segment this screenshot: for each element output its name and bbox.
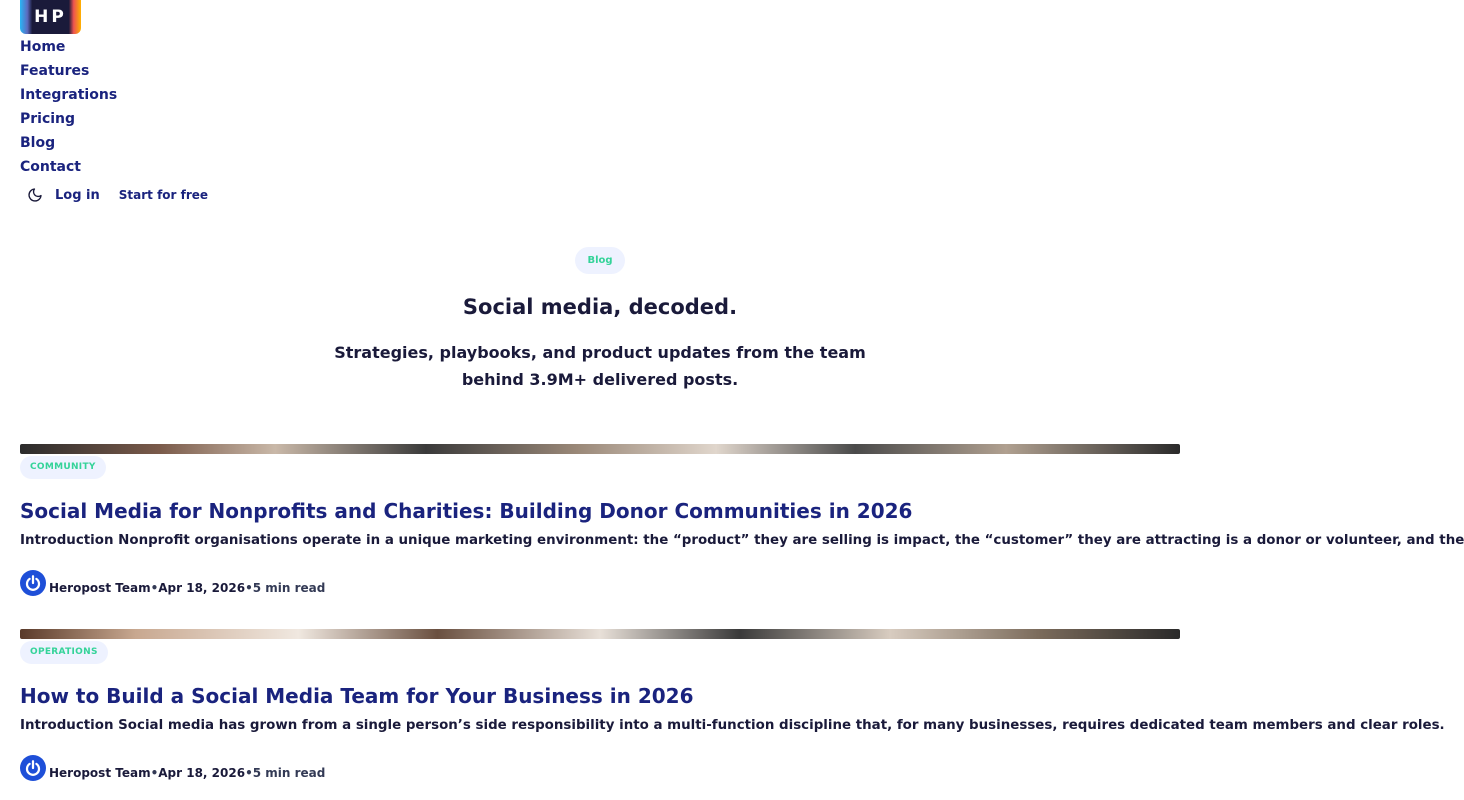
post-category-tag[interactable]: COMMUNITY: [20, 456, 106, 479]
power-icon: [24, 759, 42, 777]
author-avatar: [20, 755, 46, 781]
post-read-time: 5 min read: [252, 581, 326, 595]
logo-text: HP: [34, 7, 67, 27]
nav-pricing[interactable]: Pricing: [20, 111, 76, 127]
post-author: Heropost Team: [49, 581, 151, 595]
start-free-button[interactable]: Start for free: [118, 188, 209, 202]
header-actions: [20, 182, 208, 208]
post-card[interactable]: [20, 444, 1464, 596]
nav-home[interactable]: Home: [20, 39, 66, 55]
meta-separator: •: [245, 766, 253, 780]
theme-toggle-button[interactable]: [20, 185, 50, 205]
post-date: Apr 18, 2026: [158, 581, 246, 595]
meta-separator: •: [245, 581, 253, 595]
meta-separator: •: [150, 766, 159, 780]
post-cover-image[interactable]: [20, 444, 1180, 454]
post-date: Apr 18, 2026: [158, 766, 246, 780]
nav-features[interactable]: Features: [20, 63, 90, 79]
nav-contact[interactable]: Contact: [20, 159, 81, 175]
post-read-time: 5 min read: [252, 766, 326, 780]
page-subtitle: Strategies, playbooks, and product updates from the team behind 3.9M+ delivered posts.: [334, 343, 866, 389]
blog-badge: Blog: [575, 247, 625, 274]
author-avatar: [20, 570, 46, 596]
post-excerpt: Introduction Social media has grown from a single person’s side responsibility into a multi-function discipline that, for many businesses, requires dedicated team members and clear roles.: [20, 718, 1445, 733]
main-nav: [20, 36, 117, 180]
logo[interactable]: [20, 0, 81, 34]
power-icon: [24, 574, 42, 592]
post-excerpt: Introduction Nonprofit organisations operate in a unique marketing environment: the “product” they are selling is impact, the “customer” they are attracting is a donor or volunteer, and the: [20, 533, 1464, 548]
post-author: Heropost Team: [49, 766, 151, 780]
page-title: Social media, decoded.: [462, 295, 738, 319]
post-meta: [20, 570, 1180, 596]
post-category-tag[interactable]: OPERATIONS: [20, 641, 108, 664]
post-title[interactable]: Social Media for Nonprofits and Charities: Building Donor Communities in 2026: [20, 499, 913, 523]
post-title[interactable]: How to Build a Social Media Team for Your Business in 2026: [20, 684, 694, 708]
nav-integrations[interactable]: Integrations: [20, 87, 118, 103]
post-card[interactable]: [20, 629, 1445, 781]
nav-blog[interactable]: Blog: [20, 135, 56, 151]
post-cover-image[interactable]: [20, 629, 1180, 639]
login-link[interactable]: Log in: [55, 187, 100, 203]
post-meta: [20, 755, 1180, 781]
moon-icon: [27, 187, 43, 203]
meta-separator: •: [150, 581, 159, 595]
